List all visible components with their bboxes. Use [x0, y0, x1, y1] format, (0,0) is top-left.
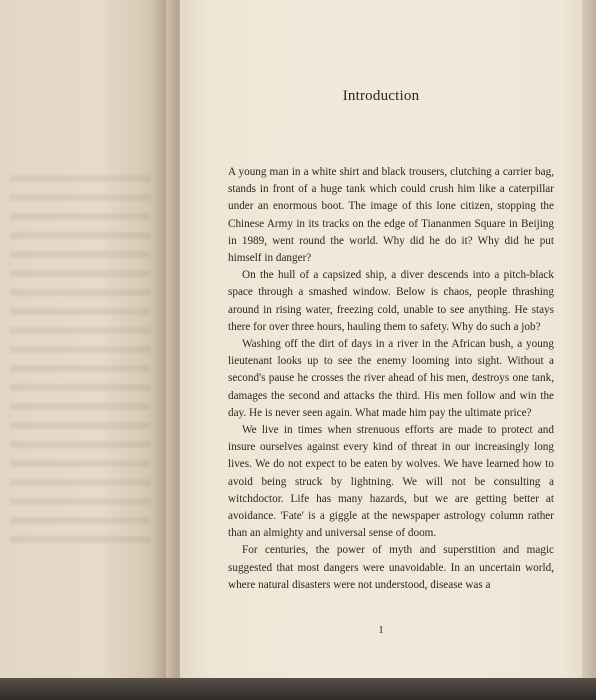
- scan-border: [0, 678, 596, 700]
- page-number: 1: [378, 624, 384, 636]
- page-edge: [582, 0, 596, 678]
- facing-page-left: [0, 0, 166, 678]
- body-text: [228, 164, 554, 594]
- paragraph: For centuries, the power of myth and superstition and magic suggested that most dangers were unavoidable. In an uncertain world, where natural disasters were not understood, disease was a: [228, 544, 554, 591]
- show-through-text: [10, 175, 150, 555]
- paragraph: On the hull of a capsized ship, a diver descends into a pitch-black space through a smashed window. Below is chaos, people thrashing around in rising water, freezing cold, unable to see anything. He stays there for over three hours, hauling them to safety. Why do such a job?: [228, 269, 554, 333]
- paragraph: Washing off the dirt of days in a river in the African bush, a young lieutenant looks up to see the enemy looming into sight. Without a second's pause he crosses the river ahead of his men, destroys one tank, damages the second and attacks the third. His men follow and win the day. He is never seen again. What made him pay the ultimate price?: [228, 338, 554, 419]
- chapter-title: Introduction: [342, 88, 420, 104]
- paragraph: A young man in a white shirt and black trousers, clutching a carrier bag, stands in front of a huge tank which could crush him like a caterpillar under an enormous boot. The image of this lone citizen, stopping the Chinese Army in its tracks on the edge of Tiananmen Square in Beijing in 1989, went round the world. Why did he do it? Why did he put himself in danger?: [228, 166, 554, 265]
- paragraph: We live in times when strenuous efforts are made to protect and insure ourselves against every kind of threat in our increasingly long lives. We do not expect to be eaten by wolves. We have learned how to avoid being struck by lightning. We will not be consulting a witchdoctor. Life has many hazards, but we are getting better at avoidance. 'Fate' is a giggle at the newspaper astrology column rather than an almighty and universal sense of doom.: [228, 424, 554, 540]
